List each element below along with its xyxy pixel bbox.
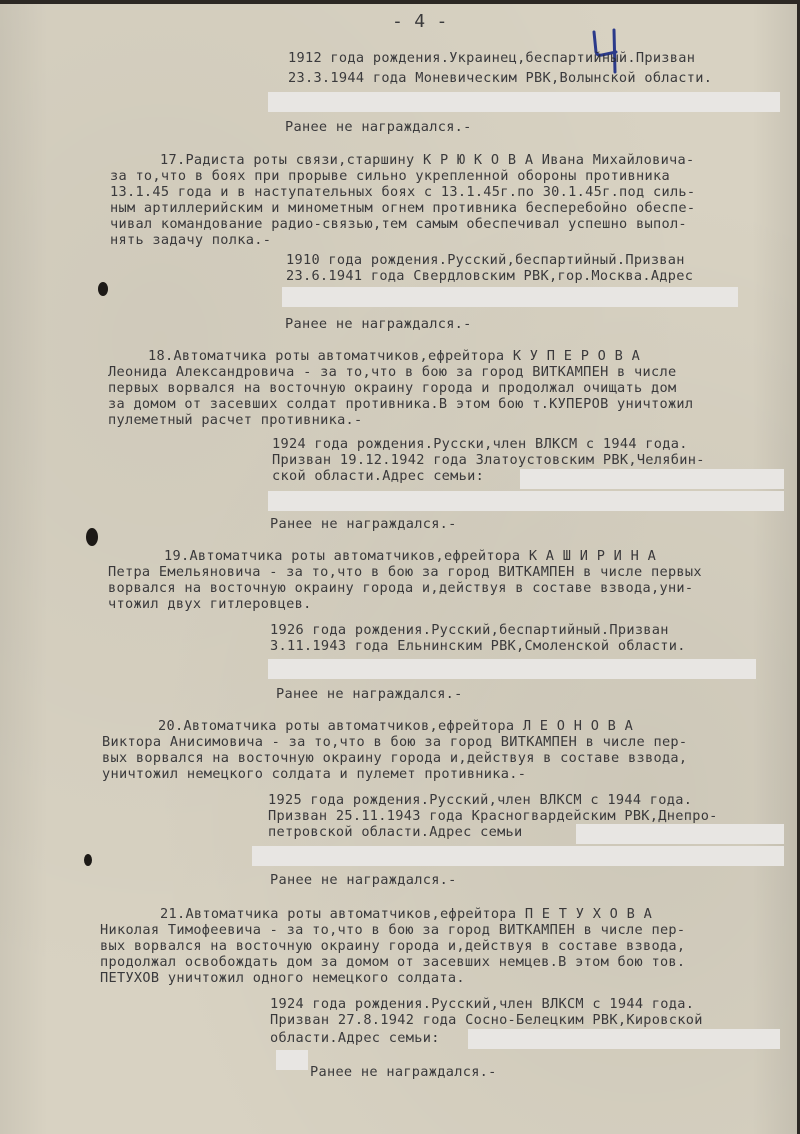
text-line: Ранее не награждался.- (285, 316, 472, 332)
text-line: 18.Автоматчика роты автоматчиков,ефрейтора К У П Е Р О В А (148, 348, 641, 364)
text-line: области.Адрес семьи: (270, 1030, 440, 1046)
redaction (468, 1029, 780, 1049)
text-line: продолжал освобождать дом за домом от засевших немцев.В этом бою тов. (100, 954, 686, 970)
redaction (276, 1050, 308, 1070)
text-line: 1924 года рождения.Русский,член ВЛКСМ с 1944 года. (270, 996, 695, 1012)
text-line: Петра Емельяновича - за то,что в бою за город ВИТКАМПЕН в числе первых (108, 564, 702, 580)
text-line: 13.1.45 года и в наступательных боях с 13.1.45г.по 30.1.45г.под силь- (110, 184, 696, 200)
text-line: ным артиллерийским и минометным огнем противника бесперебойно обеспе- (110, 200, 696, 216)
text-line: за то,что в боях при прорыве сильно укрепленной обороны противника (110, 168, 670, 184)
text-line: 19.Автоматчика роты автоматчиков,ефрейтора К А Ш И Р И Н А (164, 548, 657, 564)
text-line: вых ворвался на восточную окраину города и,действуя в составе взвода, (102, 750, 688, 766)
text-line: Призван 25.11.1943 года Красногвардейским РВК,Днепро- (268, 808, 718, 824)
punch-hole (86, 528, 98, 546)
punch-hole (98, 282, 108, 296)
text-line: уничтожил немецкого солдата и пулемет противника.- (102, 766, 527, 782)
text-line: Ранее не награждался.- (270, 872, 457, 888)
text-line: Призван 27.8.1942 года Сосно-Белецким РВК,Кировской (270, 1012, 703, 1028)
text-line: Призван 19.12.1942 года Златоустовским РВК,Челябин- (272, 452, 705, 468)
text-line: ПЕТУХОВ уничтожил одного немецкого солдата. (100, 970, 465, 986)
text-line: ской области.Адрес семьи: (272, 468, 485, 484)
text-line: Николая Тимофеевича - за то,что в бою за город ВИТКАМПЕН в числе пер- (100, 922, 686, 938)
redaction (282, 287, 738, 307)
redaction (576, 824, 784, 844)
text-line: Леонида Александровича - за то,что в бою за город ВИТКАМПЕН в числе (108, 364, 677, 380)
punch-hole (84, 854, 92, 866)
text-line: 3.11.1943 года Ельнинским РВК,Смоленской области. (270, 638, 686, 654)
text-line: Ранее не награждался.- (285, 119, 472, 135)
text-line: петровской области.Адрес семьи (268, 824, 523, 840)
redaction (520, 469, 784, 489)
text-line: 1925 года рождения.Русский,член ВЛКСМ с 1944 года. (268, 792, 693, 808)
text-line: Виктора Анисимовича - за то,что в бою за город ВИТКАМПЕН в числе пер- (102, 734, 688, 750)
text-line: 21.Автоматчика роты автоматчиков,ефрейтора П Е Т У Х О В А (160, 906, 653, 922)
text-line: первых ворвался на восточную окраину города и продолжал очищать дом (108, 380, 677, 396)
text-line: пулеметный расчет противника.- (108, 412, 363, 428)
text-line: 23.3.1944 года Моневическим РВК,Волынской области. (288, 70, 713, 86)
text-line: за домом от засевших солдат противника.В этом бою т.КУПЕРОВ уничтожил (108, 396, 694, 412)
text-line: Ранее не награждался.- (310, 1064, 497, 1080)
text-line: 1910 года рождения.Русский,беспартийный.Призван (286, 252, 685, 268)
redaction (268, 491, 784, 511)
text-line: 23.6.1941 года Свердловским РВК,гор.Москва.Адрес (286, 268, 694, 284)
redaction (252, 846, 784, 866)
text-line: нять задачу полка.- (110, 232, 272, 248)
text-line: чтожил двух гитлеровцев. (108, 596, 312, 612)
scan-edge-top (0, 0, 800, 4)
text-line: 20.Автоматчика роты автоматчиков,ефрейтора Л Е О Н О В А (158, 718, 634, 734)
redaction (268, 659, 756, 679)
text-line: Ранее не награждался.- (276, 686, 463, 702)
page-number: - 4 - (392, 11, 448, 32)
text-line: 1924 года рождения.Русски,член ВЛКСМ с 1944 года. (272, 436, 688, 452)
text-line: вых ворвался на восточную окраину города и,действуя в составе взвода, (100, 938, 686, 954)
text-line: ворвался на восточную окраину города и,действуя в составе взвода,уни- (108, 580, 694, 596)
text-line: 1926 года рождения.Русский,беспартийный.Призван (270, 622, 669, 638)
text-line: 17.Радиста роты связи,старшину К Р Ю К О В А Ивана Михайловича- (160, 152, 695, 168)
text-line: 1912 года рождения.Украинец,беспартийный.Призван (288, 50, 696, 66)
redaction (268, 92, 780, 112)
text-line: Ранее не награждался.- (270, 516, 457, 532)
text-line: чивал командование радио-связью,тем самым обеспечивал успешно выпол- (110, 216, 687, 232)
